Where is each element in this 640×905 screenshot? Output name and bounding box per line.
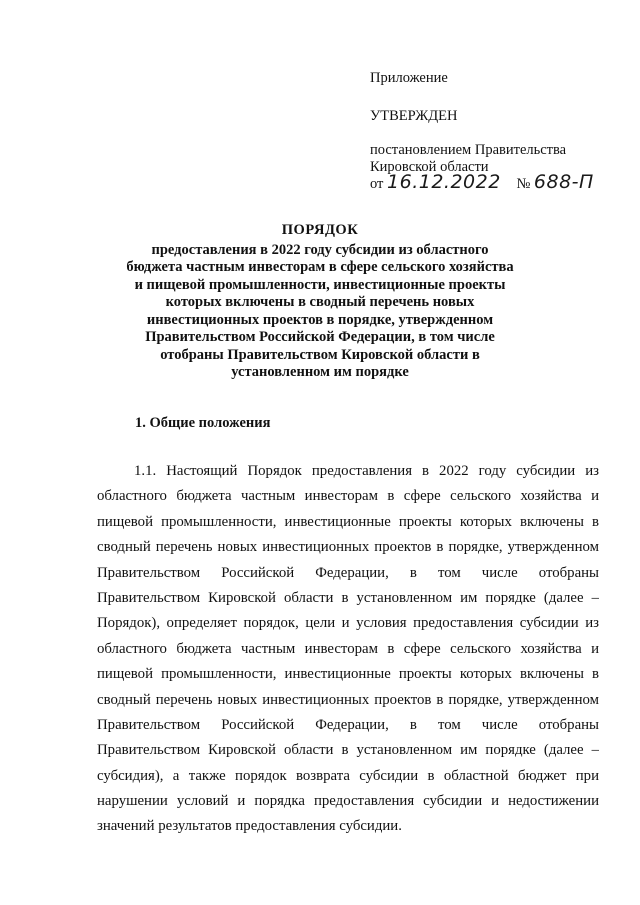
paragraph-line: Порядок), определяет порядок, цели и условия предоставления субсидии из xyxy=(97,615,599,632)
document-title xyxy=(110,222,530,382)
title-line: ПОРЯДОК xyxy=(281,222,359,238)
section-heading: 1. Общие положения xyxy=(135,415,271,431)
decree-line-2: Кировской области xyxy=(370,159,489,175)
title-line: и пищевой промышленности, инвестиционные проекты xyxy=(134,276,506,293)
title-line: инвестиционных проектов в порядке, утвержденном xyxy=(146,311,494,328)
body-paragraph xyxy=(97,459,599,840)
title-line: бюджета частным инвесторам в сфере сельского хозяйства xyxy=(126,259,514,275)
title-line: Правительством Российской Федерации, в том числе xyxy=(145,329,495,345)
title-line: которых включены в сводный перечень новых xyxy=(165,294,475,310)
paragraph-line: Правительством Российской Федерации, в том числе отобраны xyxy=(97,716,599,733)
paragraph-line: пищевой промышленности, инвестиционные проекты которых включены в xyxy=(97,666,599,683)
decree-line-1: постановлением Правительства xyxy=(370,142,567,158)
approved-label: УТВЕРЖДЕН xyxy=(370,108,458,124)
appendix-label: Приложение xyxy=(370,70,448,86)
paragraph-line: областного бюджета частным инвесторам в сфере сельского хозяйства и xyxy=(97,640,599,657)
handwritten-date: 16.12.2022 xyxy=(387,171,501,193)
paragraph-line: нарушении условий и порядка предоставления субсидии и недостижении xyxy=(97,793,599,810)
title-line: отобраны Правительством Кировской области в xyxy=(160,346,480,363)
paragraph-line: областного бюджета частным инвесторам в сфере сельского хозяйства и xyxy=(97,488,599,505)
paragraph-line: сводный перечень новых инвестиционных проектов в порядке, утвержденном xyxy=(97,691,599,708)
paragraph-line: пищевой промышленности, инвестиционные проекты которых включены в xyxy=(97,513,599,530)
title-line: установленном им порядке xyxy=(231,364,409,380)
paragraph-line: значений результатов предоставления субсидии. xyxy=(97,818,402,835)
number-label: № xyxy=(516,176,531,192)
paragraph-line: Правительством Российской Федерации, в том числе отобраны xyxy=(97,564,599,581)
from-label: от xyxy=(370,176,384,192)
decree-date-number xyxy=(370,171,594,193)
paragraph-line: 1.1. Настоящий Порядок предоставления в 2022 году субсидии из xyxy=(134,463,599,479)
paragraph-line: сводный перечень новых инвестиционных проектов в порядке, утвержденном xyxy=(97,539,599,556)
title-line: предоставления в 2022 году субсидии из областного xyxy=(151,241,489,258)
paragraph-line: Правительством Кировской области в установленном им порядке (далее – xyxy=(97,589,599,606)
paragraph-line: субсидия), а также порядок возврата субсидии в областной бюджет при xyxy=(97,767,599,784)
paragraph-line: Правительством Кировской области в установленном им порядке (далее – xyxy=(97,742,599,759)
handwritten-number: 688-П xyxy=(533,171,594,193)
